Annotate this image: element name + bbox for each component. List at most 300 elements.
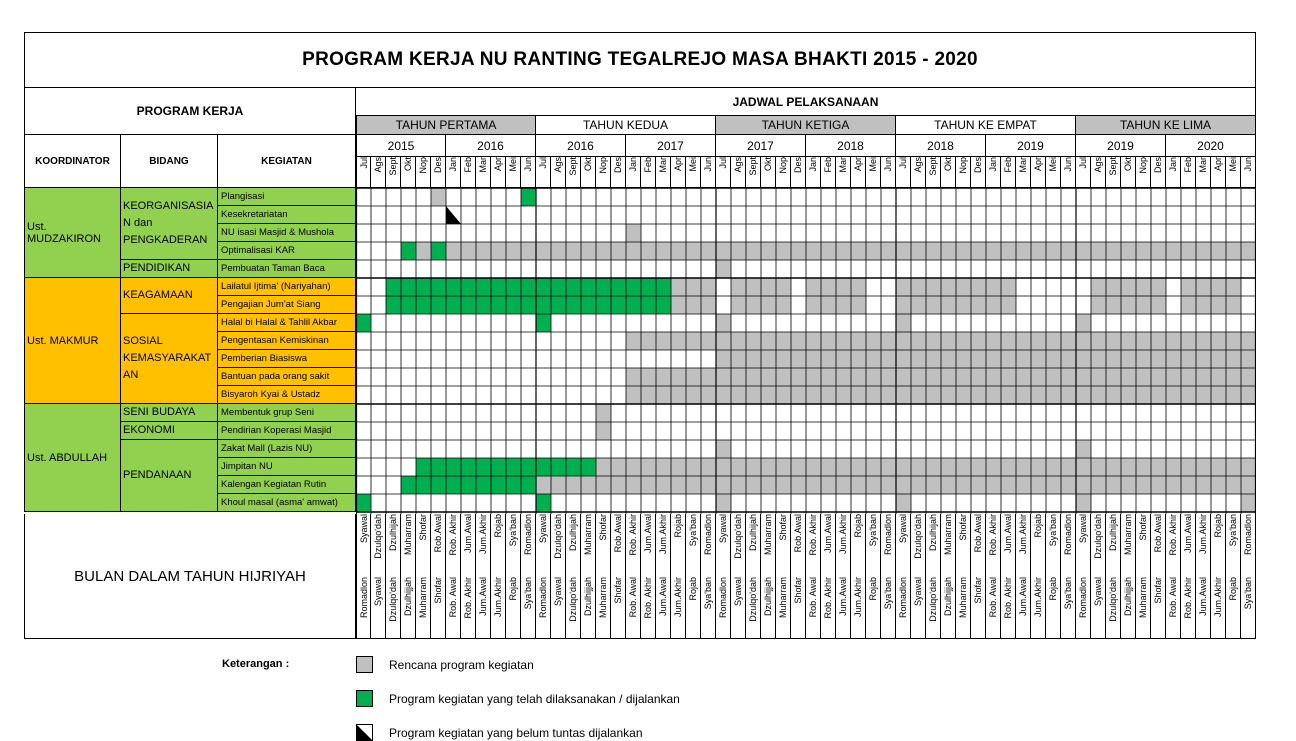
planned-cell: [776, 296, 791, 314]
bidang-cell: KEORGANISASIA N dan PENGKADERAN: [121, 188, 218, 260]
hijri-lower-cell: [686, 577, 701, 639]
done-cell: [356, 494, 371, 512]
planned-cell: [911, 368, 926, 386]
planned-cell: [1136, 476, 1151, 494]
hijri-upper-cell: [956, 514, 971, 577]
hijri-lower-label: Sya'ban: [523, 577, 533, 610]
hijri-lower-cell: [701, 577, 716, 639]
planned-cell: [1091, 242, 1106, 260]
planned-cell: [761, 386, 776, 404]
hijri-upper-cell: [1226, 514, 1241, 577]
hijri-lower-cell: [821, 577, 836, 639]
hijri-lower-label: Rob. Akhir: [1183, 577, 1193, 619]
coordinator-cell: Ust. MAKMUR: [24, 278, 121, 404]
planned-cell: [1226, 350, 1241, 368]
hijri-lower-cell: [566, 577, 581, 639]
planned-cell: [926, 296, 941, 314]
month-label: Nop: [958, 157, 968, 174]
hijri-lower-cell: [1211, 577, 1226, 639]
planned-cell: [731, 368, 746, 386]
planned-cell: [971, 458, 986, 476]
hijri-lower-cell: [971, 577, 986, 639]
planned-cell: [971, 242, 986, 260]
month-cell: [986, 157, 1001, 188]
done-cell: [536, 494, 551, 512]
month-label: Jul: [718, 157, 728, 169]
planned-cell: [986, 350, 1001, 368]
planned-cell: [1151, 332, 1166, 350]
month-cell: [386, 157, 401, 188]
month-label: Jun: [703, 157, 713, 172]
year-header: 2017: [626, 135, 716, 157]
planned-cell: [1181, 278, 1196, 296]
done-cell: [566, 458, 581, 476]
hijri-upper-label: Rob.Awal: [1153, 514, 1163, 553]
planned-cell: [716, 260, 731, 278]
planned-cell: [1016, 458, 1031, 476]
planned-cell: [836, 332, 851, 350]
month-cell: [1241, 157, 1256, 188]
planned-cell: [536, 476, 551, 494]
planned-cell: [746, 332, 761, 350]
month-cell: [1121, 157, 1136, 188]
month-cell: [506, 157, 521, 188]
planned-cell: [1061, 242, 1076, 260]
planned-cell: [1136, 458, 1151, 476]
hijri-upper-cell: [596, 514, 611, 577]
planned-cell: [671, 332, 686, 350]
month-cell: [566, 157, 581, 188]
planned-cell: [596, 458, 611, 476]
planned-cell: [1166, 350, 1181, 368]
hijri-lower-cell: [911, 577, 926, 639]
activity-cell: Bisyaroh Kyai & Ustadz: [218, 386, 356, 404]
year-header: 2018: [806, 135, 896, 157]
planned-cell: [1241, 458, 1256, 476]
hijri-upper-cell: [1031, 514, 1046, 577]
planned-cell: [986, 332, 1001, 350]
planned-cell: [671, 458, 686, 476]
year-header: 2016: [536, 135, 626, 157]
hijri-lower-cell: [926, 577, 941, 639]
hijri-upper-cell: [1076, 514, 1091, 577]
planned-cell: [926, 242, 941, 260]
hijri-lower-cell: [551, 577, 566, 639]
planned-cell: [941, 332, 956, 350]
hijri-upper-cell: [431, 514, 446, 577]
planned-cell: [761, 332, 776, 350]
done-cell: [386, 278, 401, 296]
done-cell: [536, 314, 551, 332]
hijri-lower-label: Shofar: [793, 577, 803, 604]
planned-cell: [671, 242, 686, 260]
hijri-lower-cell: [761, 577, 776, 639]
month-label: Mei: [1048, 157, 1058, 172]
planned-cell: [1226, 368, 1241, 386]
planned-cell: [1046, 350, 1061, 368]
planned-cell: [1016, 350, 1031, 368]
planned-cell: [1136, 350, 1151, 368]
period-header: TAHUN KE EMPAT: [896, 116, 1076, 135]
planned-cell: [521, 242, 536, 260]
planned-cell: [1076, 440, 1091, 458]
planned-cell: [731, 476, 746, 494]
hijri-lower-cell: [896, 577, 911, 639]
planned-cell: [1001, 350, 1016, 368]
hijri-upper-cell: [746, 514, 761, 577]
month-label: Ags: [913, 157, 923, 173]
hijri-upper-cell: [416, 514, 431, 577]
done-cell: [566, 278, 581, 296]
planned-cell: [911, 278, 926, 296]
hijri-lower-label: Jum.Akhir: [853, 577, 863, 618]
planned-cell: [1076, 242, 1091, 260]
planned-cell: [746, 242, 761, 260]
hijri-upper-cell: [671, 514, 686, 577]
planned-cell: [686, 332, 701, 350]
done-cell: [626, 278, 641, 296]
planned-cell: [776, 332, 791, 350]
planned-cell: [806, 476, 821, 494]
month-label: Feb: [1183, 157, 1193, 173]
planned-cell: [1211, 368, 1226, 386]
hijri-lower-cell: [446, 577, 461, 639]
planned-cell: [1166, 458, 1181, 476]
month-cell: [1031, 157, 1046, 188]
period-header: TAHUN KE LIMA: [1076, 116, 1256, 135]
hijri-lower-cell: [776, 577, 791, 639]
planned-cell: [1106, 278, 1121, 296]
planned-cell: [1046, 386, 1061, 404]
planned-cell: [761, 296, 776, 314]
month-cell: [1136, 157, 1151, 188]
planned-cell: [836, 458, 851, 476]
planned-cell: [686, 458, 701, 476]
planned-cell: [626, 224, 641, 242]
planned-cell: [1061, 458, 1076, 476]
planned-cell: [1196, 350, 1211, 368]
month-cell: [971, 157, 986, 188]
planned-cell: [776, 458, 791, 476]
planned-cell: [1151, 350, 1166, 368]
planned-cell: [731, 278, 746, 296]
planned-cell: [1091, 332, 1106, 350]
month-label: Mar: [1018, 157, 1028, 173]
month-label: Des: [1153, 157, 1163, 174]
planned-cell: [566, 242, 581, 260]
planned-cell: [1166, 332, 1181, 350]
planned-cell: [1226, 278, 1241, 296]
planned-cell: [1121, 242, 1136, 260]
month-label: Des: [433, 157, 443, 174]
month-label: Nop: [778, 157, 788, 174]
hijri-upper-cell: [656, 514, 671, 577]
hijri-lower-label: Syawal: [733, 577, 743, 607]
planned-cell: [941, 368, 956, 386]
month-label: Mar: [838, 157, 848, 173]
planned-cell: [1091, 296, 1106, 314]
planned-cell: [971, 476, 986, 494]
planned-cell: [1136, 278, 1151, 296]
done-cell: [536, 278, 551, 296]
planned-cell: [641, 476, 656, 494]
planned-cell: [1196, 458, 1211, 476]
hijri-lower-cell: [1181, 577, 1196, 639]
done-cell: [521, 476, 536, 494]
hijri-lower-label: Dzulhijjah: [1123, 577, 1133, 617]
month-label: Des: [793, 157, 803, 174]
hijri-lower-cell: [866, 577, 881, 639]
hijri-upper-label: Rob.Awal: [613, 514, 623, 553]
planned-cell: [881, 386, 896, 404]
planned-cell: [1016, 476, 1031, 494]
hijri-lower-label: Dzulhijjah: [403, 577, 413, 617]
planned-cell: [701, 458, 716, 476]
hijri-lower-label: Muharram: [778, 577, 788, 619]
planned-cell: [1016, 242, 1031, 260]
planned-cell: [1241, 368, 1256, 386]
planned-cell: [881, 458, 896, 476]
hijri-upper-label: Shofar: [778, 514, 788, 541]
hijri-lower-cell: [596, 577, 611, 639]
hijri-lower-label: Rojab: [688, 577, 698, 601]
planned-cell: [926, 278, 941, 296]
planned-cell: [1211, 332, 1226, 350]
done-cell: [611, 296, 626, 314]
hijri-upper-label: Shofar: [958, 514, 968, 541]
planned-cell: [1046, 476, 1061, 494]
planned-cell: [806, 386, 821, 404]
hijri-upper-cell: [716, 514, 731, 577]
planned-cell: [686, 368, 701, 386]
planned-cell: [956, 242, 971, 260]
hijri-label: BULAN DALAM TAHUN HIJRIYAH: [24, 514, 356, 639]
legend-planned-swatch: [356, 656, 373, 673]
planned-cell: [1196, 332, 1211, 350]
month-label: Jun: [1243, 157, 1253, 172]
activity-cell: Khoul masal (asma' amwat): [218, 494, 356, 512]
planned-cell: [1031, 242, 1046, 260]
done-cell: [521, 278, 536, 296]
hijri-lower-cell: [986, 577, 1001, 639]
planned-cell: [1196, 242, 1211, 260]
planned-cell: [416, 242, 431, 260]
planned-cell: [746, 476, 761, 494]
hijri-lower-label: Muharram: [1138, 577, 1148, 619]
hijri-lower-label: Rojab: [1048, 577, 1058, 601]
planned-cell: [1001, 476, 1016, 494]
planned-cell: [1121, 350, 1136, 368]
year-header: 2018: [896, 135, 986, 157]
month-cell: [821, 157, 836, 188]
hijri-upper-label: Jum.Awal: [1003, 514, 1013, 553]
planned-cell: [1061, 386, 1076, 404]
planned-cell: [941, 476, 956, 494]
planned-cell: [971, 368, 986, 386]
planned-cell: [911, 476, 926, 494]
planned-cell: [1031, 476, 1046, 494]
done-cell: [581, 278, 596, 296]
hijri-upper-cell: [806, 514, 821, 577]
planned-cell: [1151, 296, 1166, 314]
planned-cell: [896, 386, 911, 404]
planned-cell: [656, 368, 671, 386]
planned-cell: [1136, 242, 1151, 260]
planned-cell: [911, 242, 926, 260]
hijri-upper-cell: [446, 514, 461, 577]
hijri-upper-cell: [521, 514, 536, 577]
month-cell: [896, 157, 911, 188]
month-label: Mei: [868, 157, 878, 172]
planned-cell: [926, 476, 941, 494]
hijri-lower-label: Jum.Akhir: [493, 577, 503, 618]
month-cell: [581, 157, 596, 188]
planned-cell: [626, 242, 641, 260]
planned-cell: [986, 278, 1001, 296]
planned-cell: [776, 386, 791, 404]
planned-cell: [821, 386, 836, 404]
hijri-lower-cell: [491, 577, 506, 639]
planned-cell: [821, 332, 836, 350]
hijri-upper-cell: [1001, 514, 1016, 577]
hijri-upper-cell: [941, 514, 956, 577]
hijri-lower-label: Jum.Akhir: [1213, 577, 1223, 618]
planned-cell: [776, 476, 791, 494]
bidang-header: BIDANG: [121, 135, 218, 188]
planned-cell: [1091, 350, 1106, 368]
month-cell: [836, 157, 851, 188]
planned-cell: [986, 296, 1001, 314]
planned-cell: [1121, 386, 1136, 404]
planned-cell: [1241, 350, 1256, 368]
coordinator-cell: Ust. ABDULLAH: [24, 404, 121, 512]
planned-cell: [656, 386, 671, 404]
month-label: Apr: [1033, 157, 1043, 172]
done-cell: [596, 278, 611, 296]
hijri-lower-cell: [1136, 577, 1151, 639]
bidang-cell: EKONOMI: [121, 422, 218, 440]
planned-cell: [926, 350, 941, 368]
month-cell: [596, 157, 611, 188]
planned-cell: [791, 242, 806, 260]
planned-cell: [716, 314, 731, 332]
hijri-lower-cell: [1001, 577, 1016, 639]
planned-cell: [686, 476, 701, 494]
planned-cell: [956, 368, 971, 386]
done-cell: [431, 278, 446, 296]
planned-cell: [1181, 458, 1196, 476]
hijri-lower-cell: [476, 577, 491, 639]
planned-cell: [896, 242, 911, 260]
planned-cell: [701, 476, 716, 494]
hijri-upper-label: Jum.Awal: [1183, 514, 1193, 553]
done-cell: [446, 458, 461, 476]
month-cell: [521, 157, 536, 188]
month-cell: [1061, 157, 1076, 188]
hijri-upper-label: Jum.Akhir: [658, 514, 668, 555]
done-cell: [491, 458, 506, 476]
hijri-lower-label: Rob. Awal: [448, 577, 458, 618]
month-label: Okt: [763, 157, 773, 172]
month-cell: [446, 157, 461, 188]
planned-cell: [896, 458, 911, 476]
month-cell: [1001, 157, 1016, 188]
schedule-grid: [356, 188, 1256, 514]
planned-cell: [731, 350, 746, 368]
hijri-upper-cell: [461, 514, 476, 577]
planned-cell: [731, 242, 746, 260]
planned-cell: [1001, 386, 1016, 404]
planned-cell: [1211, 386, 1226, 404]
planned-cell: [1166, 368, 1181, 386]
planned-cell: [911, 386, 926, 404]
planned-cell: [1031, 386, 1046, 404]
hijri-upper-cell: [1181, 514, 1196, 577]
month-cell: [626, 157, 641, 188]
month-label: Nop: [418, 157, 428, 174]
planned-cell: [776, 350, 791, 368]
planned-cell: [1241, 242, 1256, 260]
bidang-cell: PENDANAAN: [121, 440, 218, 512]
hijri-lower-cell: [581, 577, 596, 639]
planned-cell: [821, 278, 836, 296]
planned-cell: [1076, 476, 1091, 494]
planned-cell: [746, 278, 761, 296]
planned-cell: [611, 458, 626, 476]
bidang-cell: SOSIAL KEMASYARAKAT AN: [121, 314, 218, 404]
done-cell: [536, 458, 551, 476]
planned-cell: [1076, 386, 1091, 404]
planned-cell: [866, 386, 881, 404]
planned-cell: [821, 368, 836, 386]
planned-cell: [956, 332, 971, 350]
planned-cell: [731, 458, 746, 476]
hijri-lower-label: Rojab: [508, 577, 518, 601]
hijri-lower-cell: [611, 577, 626, 639]
planned-cell: [641, 458, 656, 476]
bidang-cell: PENDIDIKAN: [121, 260, 218, 278]
hijri-upper-cell: [371, 514, 386, 577]
hijri-upper-label: Syawal: [1078, 514, 1088, 544]
program-kerja-header: PROGRAM KERJA: [24, 88, 356, 135]
planned-cell: [1136, 332, 1151, 350]
planned-cell: [626, 386, 641, 404]
hijri-upper-label: Dzulhijah: [928, 514, 938, 552]
hijri-upper-label: Romadlon: [883, 514, 893, 556]
planned-cell: [431, 188, 446, 206]
month-cell: [416, 157, 431, 188]
hijri-lower-label: Shofar: [433, 577, 443, 604]
hijri-upper-cell: [1046, 514, 1061, 577]
planned-cell: [1001, 458, 1016, 476]
done-cell: [656, 278, 671, 296]
activity-cell: Membentuk grup Seni: [218, 404, 356, 422]
month-label: Jun: [883, 157, 893, 172]
planned-cell: [1166, 386, 1181, 404]
planned-cell: [1091, 386, 1106, 404]
planned-cell: [656, 476, 671, 494]
planned-cell: [611, 242, 626, 260]
month-cell: [1076, 157, 1091, 188]
planned-cell: [1001, 296, 1016, 314]
planned-cell: [1211, 458, 1226, 476]
activity-cell: Zakat Mall (Lazis NU): [218, 440, 356, 458]
planned-cell: [671, 368, 686, 386]
hijri-upper-cell: [896, 514, 911, 577]
month-label: Okt: [1123, 157, 1133, 172]
activity-cell: Pengentasan Kemiskinan: [218, 332, 356, 350]
done-cell: [416, 458, 431, 476]
